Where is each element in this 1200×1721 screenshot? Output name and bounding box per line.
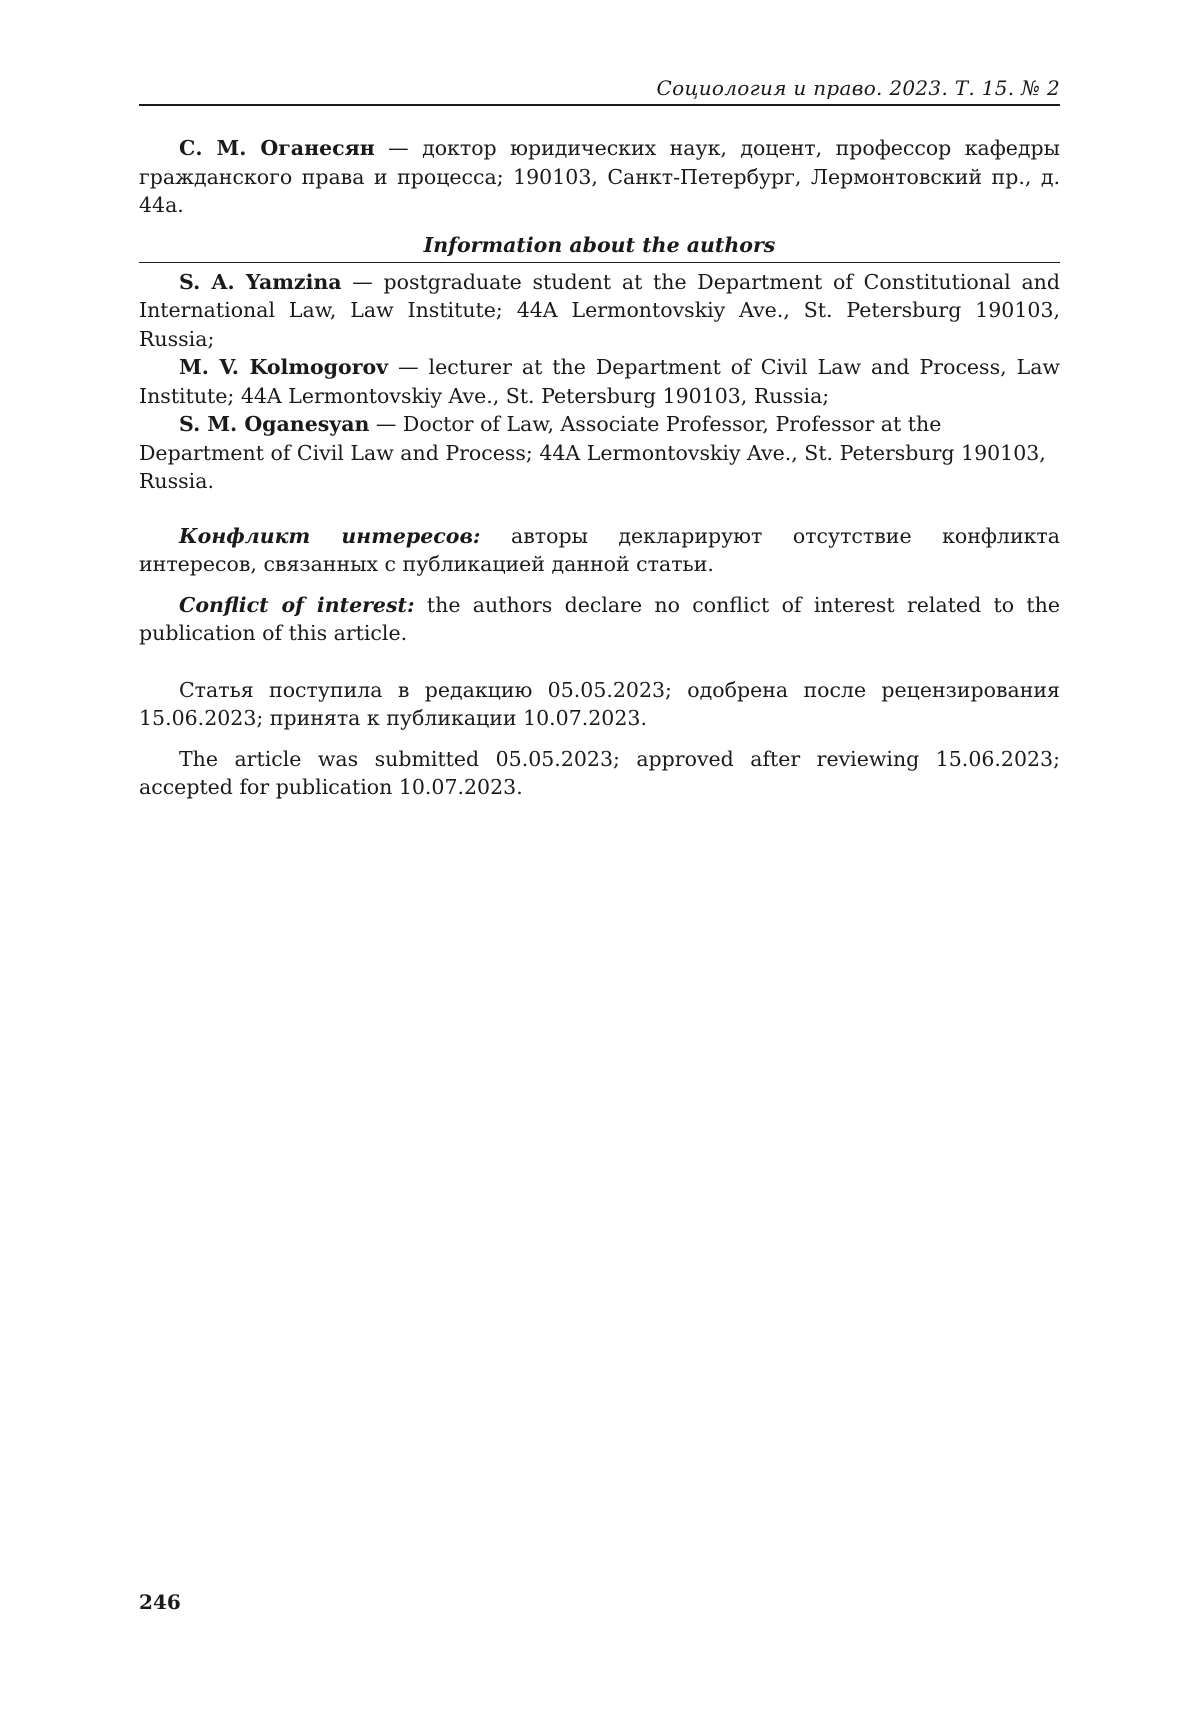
document-page — [139, 0, 1060, 1721]
ru-author-entry — [139, 134, 1060, 220]
page-number: 246 — [139, 1590, 181, 1614]
running-header: Социология и право. 2023. Т. 15. № 2 — [657, 76, 1060, 100]
author-name: S. A. Yamzina — [179, 270, 342, 294]
author-name: S. M. Oganesyan — [179, 412, 369, 436]
ru-author-name: С. М. Оганесян — [179, 136, 375, 160]
author-entry-yamzina — [139, 268, 1060, 354]
conflict-en-label: Conflict of interest: — [179, 593, 415, 617]
conflict-ru-label: Конфликт интересов: — [179, 524, 481, 548]
author-description: — lecturer at the Department of Civil Law and Process, Law Institute; 44A Lermontovskiy Ave., St. Petersburg 190103, Russia; — [139, 355, 1060, 408]
author-description: — postgraduate student at the Department of Constitutional and International Law, Law Institute; 44A Lermontovskiy Ave., St. Petersburg 190103, Russia; — [139, 270, 1060, 351]
conflict-en — [139, 591, 1060, 648]
page-body — [139, 134, 1060, 802]
conflict-en-text: the authors declare no conflict of interest related to the publication of this article. — [139, 593, 1060, 646]
author-name: M. V. Kolmogorov — [179, 355, 388, 379]
author-entry-kolmogorov — [139, 353, 1060, 410]
author-description: — Doctor of Law, Associate Professor, Professor at the Department of Civil Law and Process; 44A Lermontovskiy Ave., St. Petersburg 190103, Russia. — [139, 412, 1046, 493]
conflict-ru-text: авторы декларируют отсутствие конфликта интересов, связанных с публикацией данной статьи. — [139, 524, 1060, 577]
ru-author-description: — доктор юридических наук, доцент, профессор кафедры гражданского права и процесса; 190103, Санкт-Петербург, Лермонтовский пр., д. 44а. — [139, 136, 1060, 217]
author-entry-oganesyan — [139, 410, 1060, 496]
header-rule — [139, 104, 1060, 106]
dates-en: The article was submitted 05.05.2023; approved after reviewing 15.06.2023; accepted for publication 10.07.2023. — [139, 745, 1060, 802]
dates-ru: Статья поступила в редакцию 05.05.2023; одобрена после рецензирования 15.06.2023; принята к публикации 10.07.2023. — [139, 676, 1060, 733]
conflict-ru — [139, 522, 1060, 579]
authors-section-title: Information about the authors — [139, 231, 1060, 263]
